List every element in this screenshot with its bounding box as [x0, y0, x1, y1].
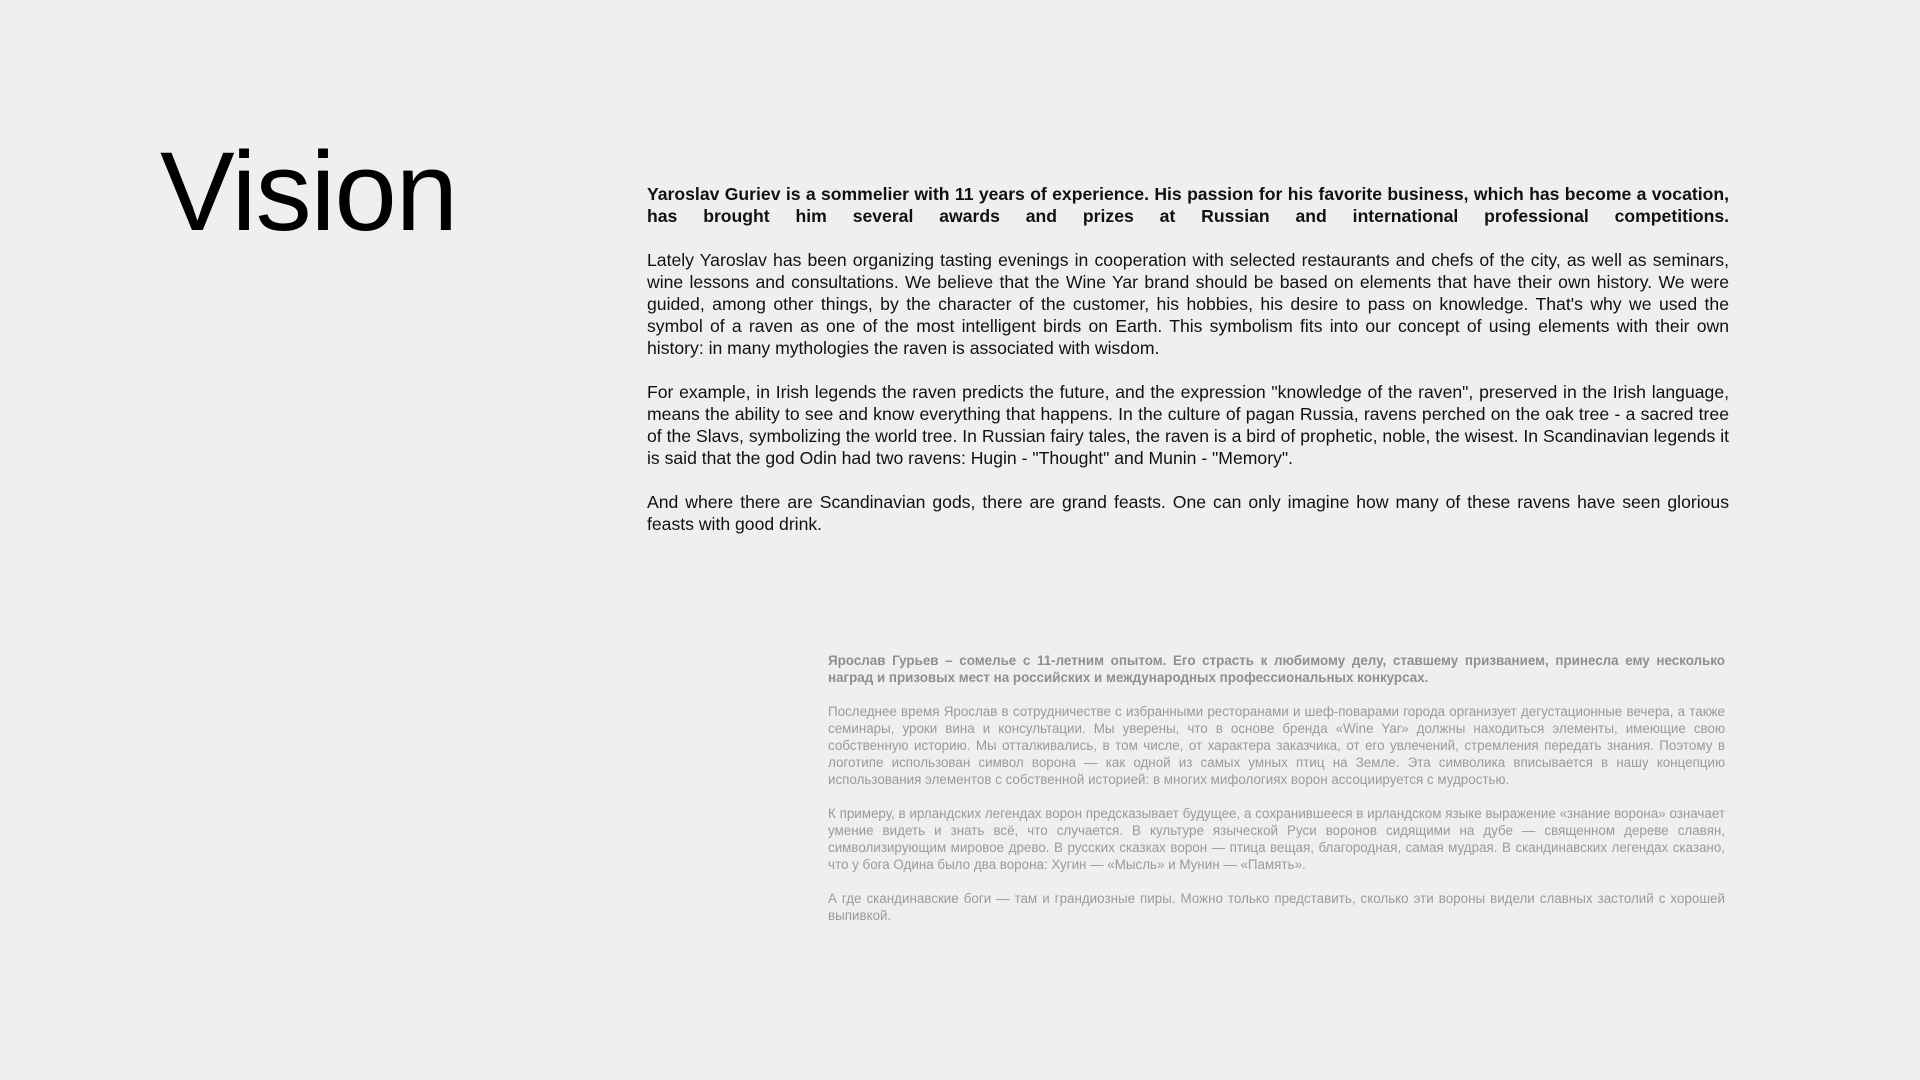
russian-intro-paragraph: Ярослав Гурьев – сомелье с 11-летним опытом. Его страсть к любимому делу, ставшему призванием, принесла ему несколько наград и призовых мест на российских и международных профессиональных конкурсах. [828, 653, 1725, 685]
russian-paragraph-legends: К примеру, в ирландских легендах ворон предсказывает будущее, а сохранившееся в ирландском языке выражение «знание ворона» означает умение видеть и знать всё, что случается. В культуре языческой Руси воронов сидящими на дубе — священном дереве славян, символизирующим мировое древо. В русских сказках ворон — птица вещая, благородная, самая мудрая. В скандинавских легендах сказано, что у бога Одина было два ворона: Хугин — «Мысль» и Мунин — «Память». [828, 806, 1725, 872]
page-title: Vision [160, 129, 458, 254]
russian-paragraph-feasts: А где скандинавские боги — там и грандиозные пиры. Можно только представить, сколько эти вороны видели славных застолий с хорошей выпивкой. [828, 891, 1725, 923]
english-paragraph-feasts: And where there are Scandinavian gods, there are grand feasts. One can only imagine how many of these ravens have seen glorious feasts with good drink. [647, 492, 1729, 534]
english-paragraph-legends: For example, in Irish legends the raven predicts the future, and the expression "knowledge of the raven", preserved in the Irish language, means the ability to see and know everything that happens. In the culture of pagan Russia, ravens perched on the oak tree - a sacred tree of the Slavs, symbolizing the world tree. In Russian fairy tales, the raven is a bird of prophetic, noble, the wisest. In Scandinavian legends it is said that the god Odin had two ravens: Hugin - "Thought" and Munin - "Memory". [647, 382, 1729, 468]
russian-paragraph-tastings: Последнее время Ярослав в сотрудничестве с избранными ресторанами и шеф-поварами города организует дегустационные вечера, а также семинары, уроки вина и консультации. Мы уверены, что в основе бренда «Wine Yar» должны находиться элементы, имеющие свою собственную историю. Мы отталкивались, в том числе, от характера заказчика, от его увлечений, стремления передать знания. Поэтому в логотипе использован символ ворона — как одной из самых умных птиц на Земле. Эта символика вписывается в нашу концепцию использования элементов с собственной историей: в многих мифологиях ворон ассоциируется с мудростью. [828, 704, 1725, 787]
english-paragraph-tastings: Lately Yaroslav has been organizing tasting evenings in cooperation with selected restaurants and chefs of the city, as well as seminars, wine lessons and consultations. We believe that the Wine Yar brand should be based on elements that have their own history. We were guided, among other things, by the character of the customer, his hobbies, his desire to pass on knowledge. That's why we used the symbol of a raven as one of the most intelligent birds on Earth. This symbolism fits into our concept of using elements with their own history: in many mythologies the raven is associated with wisdom. [647, 250, 1729, 358]
english-intro-paragraph: Yaroslav Guriev is a sommelier with 11 years of experience. His passion for his favorite business, which has become a vocation, has brought him several awards and prizes at Russian and international professional competitions. [647, 184, 1729, 226]
russian-text-block [828, 652, 1725, 941]
english-text-block [647, 183, 1729, 557]
